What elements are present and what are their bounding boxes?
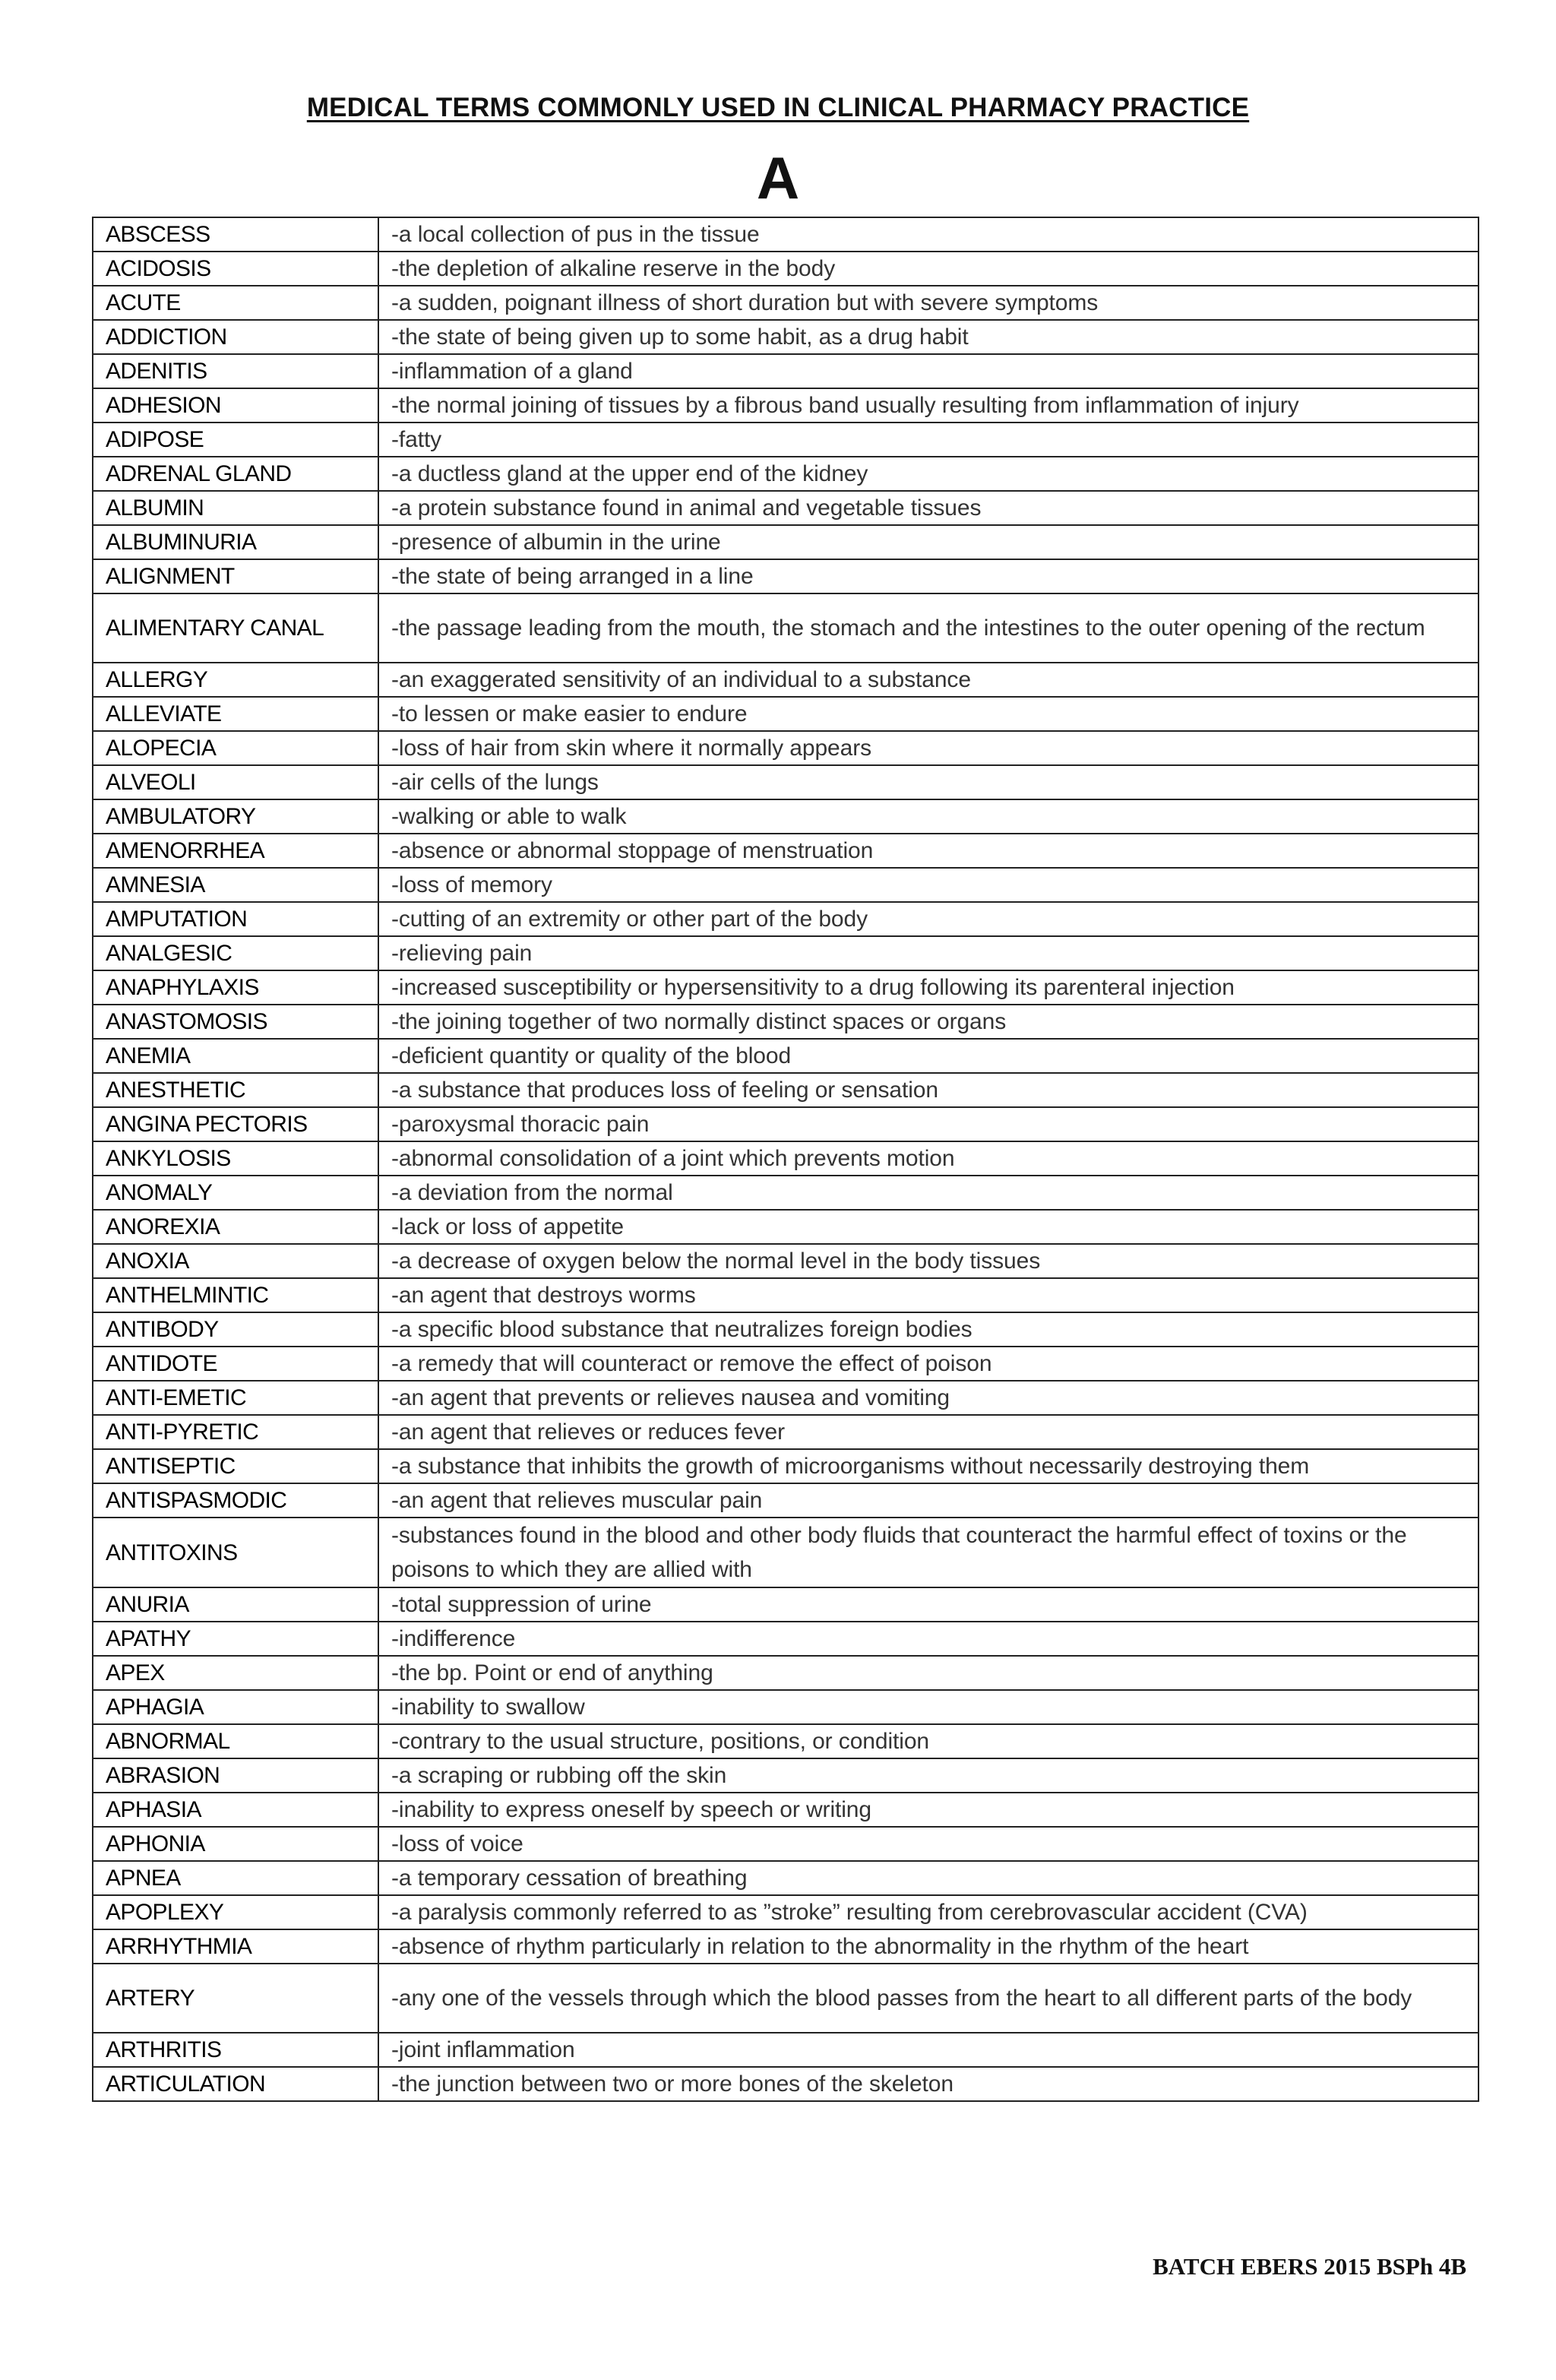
definition-cell: -the depletion of alkaline reserve in the body [378, 252, 1479, 286]
definition-cell: -indifference [378, 1622, 1479, 1656]
table-row [93, 457, 1479, 491]
definition-cell: -relieving pain [378, 936, 1479, 970]
table-row [93, 799, 1479, 834]
term-cell: AMPUTATION [93, 902, 378, 936]
table-row [93, 354, 1479, 388]
term-cell: ANOREXIA [93, 1210, 378, 1244]
term-cell: ARTERY [93, 1964, 378, 2033]
term-cell: ANTIBODY [93, 1312, 378, 1347]
table-row [93, 1929, 1479, 1964]
term-cell: ALBUMIN [93, 491, 378, 525]
definition-cell: -loss of voice [378, 1827, 1479, 1861]
definition-cell: -an agent that relieves or reduces fever [378, 1415, 1479, 1449]
terms-table [92, 217, 1479, 2102]
definition-cell: -deficient quantity or quality of the blood [378, 1039, 1479, 1073]
section-letter: A [756, 144, 800, 211]
table-row [93, 559, 1479, 593]
table-row [93, 1656, 1479, 1690]
definition-cell: -air cells of the lungs [378, 765, 1479, 799]
term-cell: APHAGIA [93, 1690, 378, 1724]
definition-cell: -walking or able to walk [378, 799, 1479, 834]
table-row [93, 902, 1479, 936]
table-row [93, 1176, 1479, 1210]
definition-cell: -a sudden, poignant illness of short duration but with severe symptoms [378, 286, 1479, 320]
definition-cell: -a deviation from the normal [378, 1176, 1479, 1210]
term-cell: ALIMENTARY CANAL [93, 593, 378, 663]
table-row [93, 731, 1479, 765]
definition-cell: -contrary to the usual structure, positions, or condition [378, 1724, 1479, 1758]
table-row [93, 286, 1479, 320]
term-cell: ANTISEPTIC [93, 1449, 378, 1483]
definition-cell: -a temporary cessation of breathing [378, 1861, 1479, 1895]
table-row [93, 1210, 1479, 1244]
term-cell: ANKYLOSIS [93, 1141, 378, 1176]
table-row [93, 1861, 1479, 1895]
footer-batch-label: BATCH EBERS 2015 BSPh 4B [1153, 2253, 1466, 2280]
table-row [93, 765, 1479, 799]
table-row [93, 1793, 1479, 1827]
table-row [93, 1690, 1479, 1724]
definition-cell: -absence of rhythm particularly in relation to the abnormality in the rhythm of the heart [378, 1929, 1479, 1964]
table-row [93, 1347, 1479, 1381]
term-cell: ANTITOXINS [93, 1518, 378, 1587]
term-cell: ALLEVIATE [93, 697, 378, 731]
table-row [93, 388, 1479, 423]
term-cell: ALIGNMENT [93, 559, 378, 593]
table-row [93, 1278, 1479, 1312]
definition-cell: -loss of memory [378, 868, 1479, 902]
term-cell: ADDICTION [93, 320, 378, 354]
definition-cell: -absence or abnormal stoppage of menstruation [378, 834, 1479, 868]
definition-cell: -loss of hair from skin where it normally appears [378, 731, 1479, 765]
table-row [93, 1312, 1479, 1347]
table-row [93, 1141, 1479, 1176]
term-cell: ARTICULATION [93, 2067, 378, 2101]
table-row [93, 423, 1479, 457]
definition-cell: -an agent that destroys worms [378, 1278, 1479, 1312]
table-row [93, 2067, 1479, 2101]
term-cell: APNEA [93, 1861, 378, 1895]
definition-cell: -to lessen or make easier to endure [378, 697, 1479, 731]
term-cell: ANALGESIC [93, 936, 378, 970]
term-cell: ACUTE [93, 286, 378, 320]
table-row [93, 1449, 1479, 1483]
definition-cell: -substances found in the blood and other body fluids that counteract the harmful effect of toxins or the poisons to which they are allied with [378, 1518, 1479, 1587]
page-title: MEDICAL TERMS COMMONLY USED IN CLINICAL PHARMACY PRACTICE [306, 93, 1250, 122]
table-row [93, 697, 1479, 731]
definition-cell: -fatty [378, 423, 1479, 457]
term-cell: ANTISPASMODIC [93, 1483, 378, 1518]
definition-cell: -a substance that inhibits the growth of microorganisms without necessarily destroying them [378, 1449, 1479, 1483]
term-cell: ANASTOMOSIS [93, 1005, 378, 1039]
term-cell: ANOXIA [93, 1244, 378, 1278]
term-cell: ARRHYTHMIA [93, 1929, 378, 1964]
definition-cell: -a paralysis commonly referred to as ”stroke” resulting from cerebrovascular accident (CVA) [378, 1895, 1479, 1929]
table-row [93, 970, 1479, 1005]
definition-cell: -a ductless gland at the upper end of the kidney [378, 457, 1479, 491]
term-cell: ANGINA PECTORIS [93, 1107, 378, 1141]
term-cell: ACIDOSIS [93, 252, 378, 286]
definition-cell: -total suppression of urine [378, 1587, 1479, 1622]
definition-cell: -the junction between two or more bones of the skeleton [378, 2067, 1479, 2101]
term-cell: ALLERGY [93, 663, 378, 697]
table-row [93, 1518, 1479, 1587]
term-cell: ANURIA [93, 1587, 378, 1622]
table-row [93, 1587, 1479, 1622]
term-cell: ANTHELMINTIC [93, 1278, 378, 1312]
term-cell: ABRASION [93, 1758, 378, 1793]
definition-cell: -cutting of an extremity or other part of the body [378, 902, 1479, 936]
definition-cell: -the state of being arranged in a line [378, 559, 1479, 593]
definition-cell: -the normal joining of tissues by a fibrous band usually resulting from inflammation of injury [378, 388, 1479, 423]
definition-cell: -an agent that prevents or relieves nausea and vomiting [378, 1381, 1479, 1415]
term-cell: ABNORMAL [93, 1724, 378, 1758]
table-row [93, 252, 1479, 286]
table-row [93, 491, 1479, 525]
definition-cell: -the joining together of two normally distinct spaces or organs [378, 1005, 1479, 1039]
term-cell: ALBUMINURIA [93, 525, 378, 559]
table-row [93, 2033, 1479, 2067]
table-row [93, 1827, 1479, 1861]
definition-cell: -increased susceptibility or hypersensitivity to a drug following its parenteral injection [378, 970, 1479, 1005]
table-row [93, 936, 1479, 970]
table-row [93, 1039, 1479, 1073]
table-row [93, 593, 1479, 663]
term-cell: ANTIDOTE [93, 1347, 378, 1381]
table-row [93, 1895, 1479, 1929]
table-row [93, 1415, 1479, 1449]
definition-cell: -presence of albumin in the urine [378, 525, 1479, 559]
definition-cell: -paroxysmal thoracic pain [378, 1107, 1479, 1141]
table-row [93, 1724, 1479, 1758]
table-row [93, 1964, 1479, 2033]
table-row [93, 834, 1479, 868]
term-cell: ABSCESS [93, 217, 378, 252]
term-cell: ALOPECIA [93, 731, 378, 765]
table-row [93, 1381, 1479, 1415]
table-row [93, 868, 1479, 902]
term-cell: ARTHRITIS [93, 2033, 378, 2067]
term-cell: ANTI-EMETIC [93, 1381, 378, 1415]
definition-cell: -inability to swallow [378, 1690, 1479, 1724]
term-cell: APATHY [93, 1622, 378, 1656]
definition-cell: -a local collection of pus in the tissue [378, 217, 1479, 252]
term-cell: ADRENAL GLAND [93, 457, 378, 491]
definition-cell: -the passage leading from the mouth, the stomach and the intestines to the outer opening of the rectum [378, 593, 1479, 663]
term-cell: ANAPHYLAXIS [93, 970, 378, 1005]
term-cell: ANTI-PYRETIC [93, 1415, 378, 1449]
table-row [93, 525, 1479, 559]
term-cell: APOPLEXY [93, 1895, 378, 1929]
table-row [93, 1758, 1479, 1793]
definition-cell: -an exaggerated sensitivity of an individual to a substance [378, 663, 1479, 697]
table-row [93, 1073, 1479, 1107]
definition-cell: -a substance that produces loss of feeling or sensation [378, 1073, 1479, 1107]
table-row [93, 1005, 1479, 1039]
definition-cell: -a specific blood substance that neutralizes foreign bodies [378, 1312, 1479, 1347]
table-row [93, 1483, 1479, 1518]
term-cell: ADHESION [93, 388, 378, 423]
definition-cell: -abnormal consolidation of a joint which prevents motion [378, 1141, 1479, 1176]
definition-cell: -the bp. Point or end of anything [378, 1656, 1479, 1690]
table-row [93, 663, 1479, 697]
table-row [93, 217, 1479, 252]
term-cell: ANESTHETIC [93, 1073, 378, 1107]
definition-cell: -inability to express oneself by speech or writing [378, 1793, 1479, 1827]
term-cell: ANEMIA [93, 1039, 378, 1073]
terms-table-body [93, 217, 1479, 2101]
term-cell: APEX [93, 1656, 378, 1690]
table-row [93, 1107, 1479, 1141]
term-cell: ANOMALY [93, 1176, 378, 1210]
term-cell: AMENORRHEA [93, 834, 378, 868]
term-cell: AMBULATORY [93, 799, 378, 834]
definition-cell: -inflammation of a gland [378, 354, 1479, 388]
definition-cell: -the state of being given up to some habit, as a drug habit [378, 320, 1479, 354]
term-cell: ADENITIS [93, 354, 378, 388]
term-cell: APHASIA [93, 1793, 378, 1827]
definition-cell: -a scraping or rubbing off the skin [378, 1758, 1479, 1793]
definition-cell: -an agent that relieves muscular pain [378, 1483, 1479, 1518]
term-cell: APHONIA [93, 1827, 378, 1861]
table-row [93, 1244, 1479, 1278]
definition-cell: -a protein substance found in animal and vegetable tissues [378, 491, 1479, 525]
definition-cell: -any one of the vessels through which the blood passes from the heart to all different parts of the body [378, 1964, 1479, 2033]
definition-cell: -a decrease of oxygen below the normal level in the body tissues [378, 1244, 1479, 1278]
definition-cell: -lack or loss of appetite [378, 1210, 1479, 1244]
table-row [93, 1622, 1479, 1656]
definition-cell: -joint inflammation [378, 2033, 1479, 2067]
table-row [93, 320, 1479, 354]
term-cell: ADIPOSE [93, 423, 378, 457]
term-cell: ALVEOLI [93, 765, 378, 799]
definition-cell: -a remedy that will counteract or remove the effect of poison [378, 1347, 1479, 1381]
term-cell: AMNESIA [93, 868, 378, 902]
